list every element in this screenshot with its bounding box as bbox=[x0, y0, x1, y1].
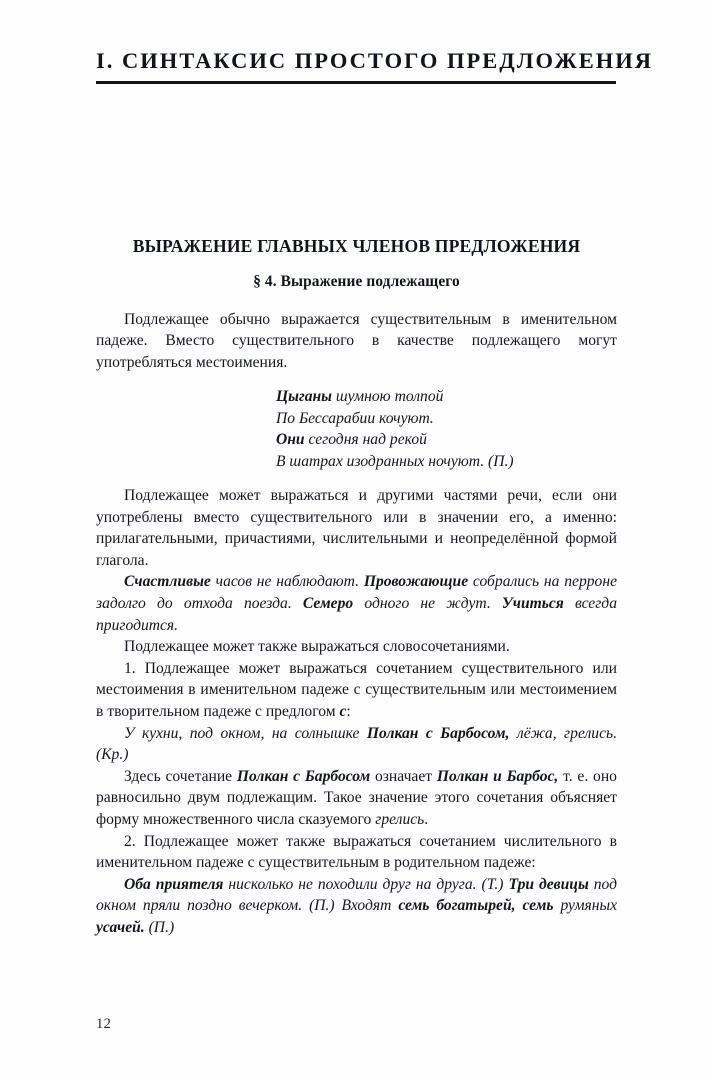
verse-line-4: В шатрах изодранных ночуют. (П.) bbox=[276, 452, 514, 470]
example-term-uchitsya: Учиться bbox=[501, 594, 564, 612]
explanation-text-a: Здесь сочетание bbox=[124, 767, 237, 785]
verse-line-1-rest: шумною толпой bbox=[331, 388, 444, 406]
example-text-1: часов не наблюдают. bbox=[210, 573, 364, 591]
example-term-polkan-s-barbosom: Полкан с Барбосом, bbox=[366, 724, 510, 742]
example-term-tri-devitsy: Три девицы bbox=[508, 875, 589, 893]
verse-quote-pushkin bbox=[96, 386, 617, 472]
chapter-title: I. СИНТАКСИС ПРОСТОГО ПРЕДЛОЖЕНИЯ bbox=[96, 48, 653, 73]
explanation-term-grelis: грелись bbox=[375, 810, 425, 828]
paragraph-word-combinations: Подлежащее может также выражаться словосочетаниями. bbox=[124, 638, 510, 656]
subsection-title: § 4. Выражение подлежащего bbox=[253, 273, 460, 291]
example-term-sem-bogatyrey: семь богатырей, семь bbox=[398, 897, 554, 915]
example-term-oba-priyatelya: Оба приятеля bbox=[124, 875, 224, 893]
example-term-semero: Семеро bbox=[302, 594, 354, 612]
item-1-text-b: : bbox=[346, 702, 351, 720]
example-text-4: всегда пригодится. bbox=[96, 594, 617, 634]
item-1-text-a: 1. Подлежащее может выражаться сочетанием существительного или местоимения в именительном падеже с существительным или местоимением в творительном падеже с предлогом bbox=[96, 659, 617, 720]
verse-line-3 bbox=[276, 429, 617, 450]
paragraph-explanation-polkan bbox=[96, 766, 617, 831]
verse-subject-oni: Они bbox=[276, 431, 305, 449]
paragraph-intro: Подлежащее обычно выражается существительным в именительном падеже. Вместо существительного в качестве подлежащего могут употребляться местоимения. bbox=[96, 310, 617, 371]
verse-line-2: По Бессарабии кочуют. bbox=[276, 409, 434, 427]
example-block-numerals bbox=[96, 874, 617, 939]
example-numerals-text-2: под окном пряли поздно вечерком. (П.) Входят bbox=[96, 875, 617, 915]
paragraph-item-2: 2. Подлежащее может также выражаться сочетанием числительного в именительном падеже с существительным в родительном падеже: bbox=[96, 832, 617, 872]
example-block-polkan bbox=[96, 723, 617, 766]
paragraph-other-parts-of-speech: Подлежащее может выражаться и другими частями речи, если они употреблены вместо существительного или в значении его, а именно: прилагательными, причастиями, числительными и неопределённой формой глагола. bbox=[96, 487, 617, 569]
example-block-parts-of-speech bbox=[96, 571, 617, 636]
explanation-text-c: т. е. оно равносильно двум подлежащим. Такое значение этого сочетания объясняет форму множественного числа сказуемого bbox=[96, 767, 617, 828]
page-number: 12 bbox=[96, 1016, 112, 1032]
example-numerals-text-4: (П.) bbox=[144, 918, 175, 936]
example-term-provozhayushchie: Провожающие bbox=[363, 573, 469, 591]
page-content bbox=[96, 236, 617, 938]
example-term-usachey: усачей. bbox=[96, 918, 145, 936]
example-numerals-text-1: нисколько не походили друг на друга. (Т.) bbox=[223, 875, 509, 893]
section-title: ВЫРАЖЕНИЕ ГЛАВНЫХ ЧЛЕНОВ ПРЕДЛОЖЕНИЯ bbox=[132, 236, 581, 256]
verse-line-1 bbox=[276, 386, 617, 407]
example-term-schastlivye: Счастливые bbox=[124, 573, 211, 591]
explanation-term-polkan-s-barbosom: Полкан с Барбосом bbox=[236, 767, 371, 785]
verse-subject-tsygany: Цыганы bbox=[276, 388, 332, 406]
chapter-header bbox=[96, 48, 653, 84]
verse-line-3-rest: сегодня над рекой bbox=[304, 431, 427, 449]
explanation-text-b: означает bbox=[370, 767, 437, 785]
example-polkan-tail: лёжа, грелись. (Кр.) bbox=[96, 724, 617, 764]
example-numerals-text-3: румяных bbox=[553, 897, 618, 915]
explanation-text-d: . bbox=[424, 810, 429, 828]
chapter-divider-rule bbox=[96, 81, 616, 84]
paragraph-item-1 bbox=[96, 658, 617, 723]
example-text-3: одного не ждут. bbox=[353, 594, 502, 612]
explanation-term-polkan-i-barbos: Полкан и Барбос, bbox=[436, 767, 559, 785]
preposition-s: с bbox=[339, 702, 347, 720]
example-text-2: собрались на перроне задолго до отхода поезда. bbox=[96, 573, 618, 612]
example-polkan-lead: У кухни, под окном, на солнышке bbox=[124, 724, 367, 742]
